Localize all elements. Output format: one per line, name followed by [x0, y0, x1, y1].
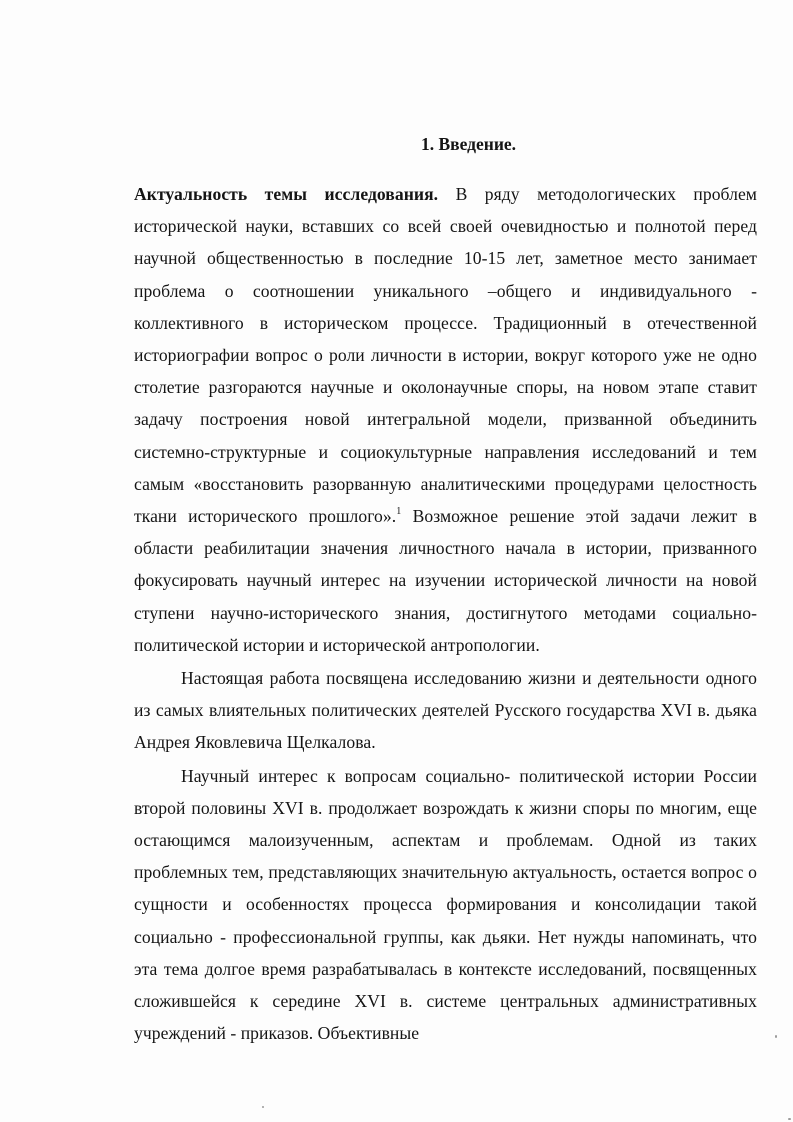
paragraph-scientific-interest: Научный интерес к вопросам социально- политической истории России второй половины XVI в. продолжает возрождать к жизни споры по многим, еще остающимся малоизученным, аспектам и проблемам. Одной из таких проблемных тем, представляющих значительную актуальность, остается вопрос о сущности и особенностях процесса формирования и консолидации такой социально - профессиональной группы, как дьяки. Нет нужды напоминать, что эта тема долгое время разрабатывалась в контексте исследований, посвященных сложившейся к середине XVI в. системе центральных административных учреждений - приказов. Объективные — [134, 765, 757, 1044]
footnote-mark: 1 — [396, 506, 402, 518]
paragraph-text: В ряду методологических проблем исторической науки, вставших со всей своей очевидностью и полнотой перед научной общественностью в последние 10-15 лет, заметное место занимает проблема о соотношении уникального –общего и индивидуального - коллективного в историческом процессе. Традиционный в отечественной историографии вопрос о роли личности в истории, вокруг которого уже не одно столетие разгораются научные и околонаучные споры, на новом этапе ставит задачу построения новой интегральной модели, призванной объединить системно-структурные и социокультурные направления исследований и тем самым «восстановить разорванную аналитическими процедурами целостность ткани исторического прошлого». — [134, 184, 757, 527]
paragraph-text-continued: Возможное решение этой задачи лежит в области реабилитации значения личностного начала в истории, призванного фокусировать научный интерес на изучении исторической личности на новой ступени научно-исторического знания, достигнутого методами социально-политической истории и исторической антропологии. — [134, 506, 758, 655]
scan-speck — [788, 1118, 791, 1120]
document-body — [134, 178, 757, 1049]
paragraph-subject: Настоящая работа посвящена исследованию жизни и деятельности одного из самых влиятельных политических деятелей Русского государства XVI в. дьяка Андрея Яковлевича Щелкалова. — [134, 668, 757, 753]
scan-speck — [262, 1106, 264, 1108]
scan-speck — [775, 1035, 777, 1038]
paragraph-lead: Актуальность темы исследования. — [134, 184, 439, 204]
section-heading: 1. Введение. — [420, 134, 517, 154]
paragraph-relevance — [134, 178, 757, 661]
